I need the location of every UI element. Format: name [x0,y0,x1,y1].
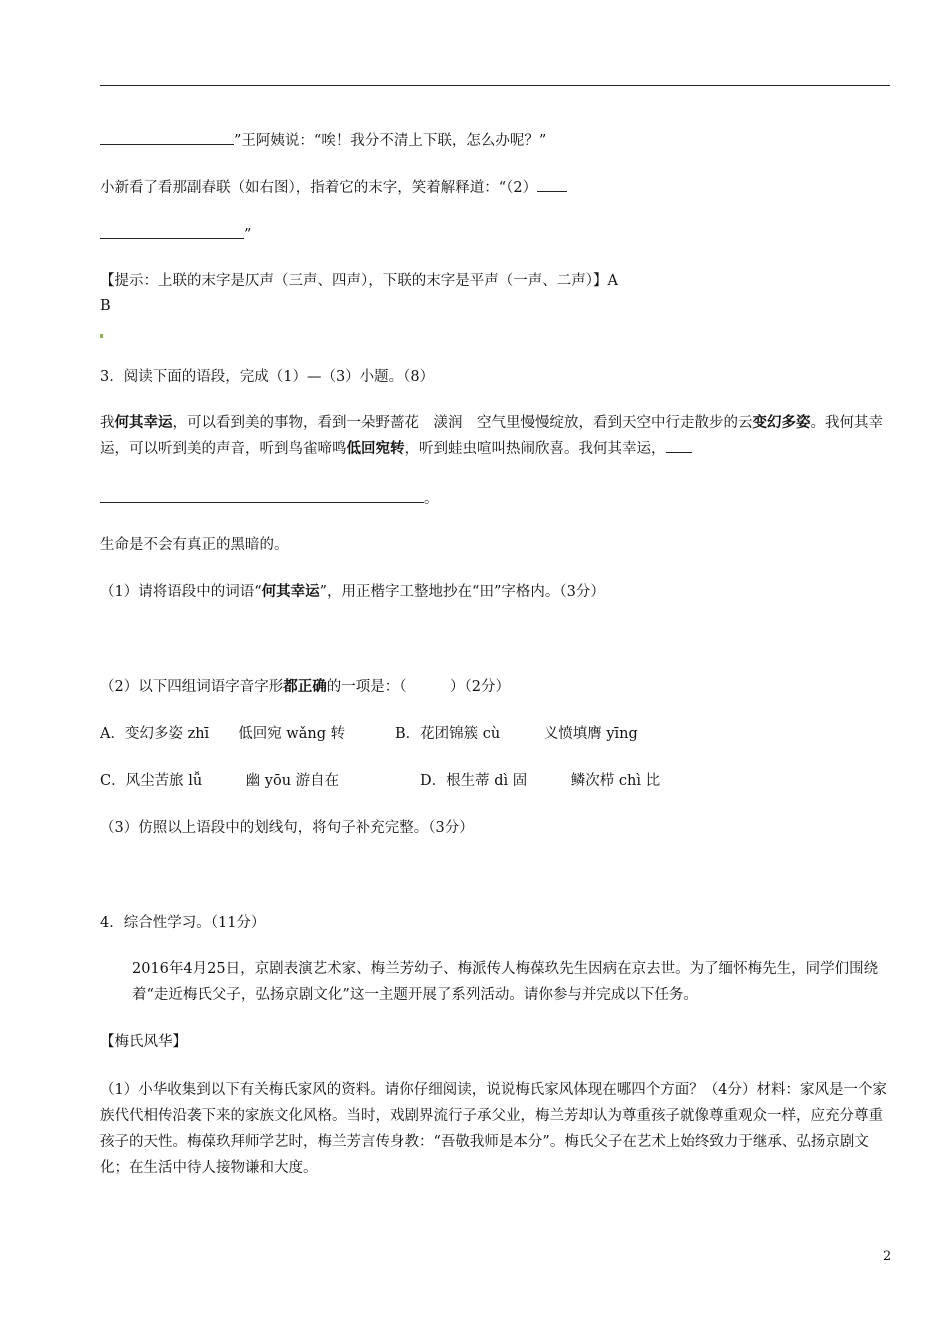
bold-word: 低回宛转 [346,440,405,457]
green-mark [100,334,103,338]
green-marker [100,318,103,338]
q4-sub1: （1）小华收集到以下有关梅氏家风的资料。请你仔细阅读，说说梅氏家风体现在哪四个方面？（4分）材料：家风是一个家族代代相传沿袭下来的家族文化风格。当时，戏剧界流行子承父业，梅兰芳却认为尊重孩子就像尊重观众一样，应充分尊重孩子的天性。梅葆玖拜师学艺时，梅兰芳言传身教：“吾敬我师是本分”。梅氏父子在艺术上始终致力于继承、弘扬京剧文化；在生活中待人接物谦和大度。 [100,1082,887,1176]
underlined-word: 何其幸运 [114,414,173,431]
q4-intro: 2016年4月25日，京剧表演艺术家、梅兰芳幼子、梅派传人梅葆玖先生因病在京去世。为了缅怀梅先生，同学们围绕着“走近梅氏父子，弘扬京剧文化”这一主题开展了系列活动。请你参与并完成以下任务。 [132,961,879,1003]
answer-blank[interactable] [100,488,424,503]
q3-title: 3．阅读下面的语段，完成（1）—（3）小题。（8） [100,369,435,385]
q2-hint: 【提示：上联的末字是仄声（三声、四声），下联的末字是平声（一声、二声）】A [100,273,618,289]
q3-option-c: C．风尘苦旅 lǚ 幽 yōu 游自在 [100,773,340,789]
q3-option-b: B．花团锦簇 cù 义愤填膺 yīng [395,726,638,742]
q3-sub3: （3）仿照以上语段中的划线句，将句子补充完整。（3分） [100,820,474,836]
answer-blank[interactable] [537,177,567,192]
q3-option-a: A．变幻多姿 zhī 低回宛 wǎng 转 [100,726,346,742]
q3-option-d: D．根生蒂 dì 固 鳞次栉 chì 比 [420,773,661,789]
header-rule [100,85,890,86]
q2-line-3: ” [100,224,251,245]
page-number: 2 [883,1249,892,1264]
q4-section-heading: 【梅氏风华】 [100,1034,187,1050]
q4-title: 4．综合性学习。（11分） [100,915,266,931]
q3-sub1: （1）请将语段中的词语“何其幸运”，用正楷字工整地抄在“田”字格内。（3分） [100,583,605,600]
q3-sub2: （2）以下四组词语字音字形都正确的一项是：（ ）（2分） [100,678,510,695]
answer-blank[interactable] [666,438,692,453]
q3-blank-line: 。 [100,488,439,509]
bold-word: 变幻多姿 [752,414,811,431]
q3-closing: 生命是不会有真正的黑暗的。 [100,537,289,553]
answer-blank[interactable] [100,224,244,239]
q2-line-1: ”王阿姨说：“唉！我分不清上下联，怎么办呢？” [100,130,546,151]
answer-blank[interactable] [100,130,234,145]
q2-line-2: 小新看了看那副春联（如右图），指着它的末字，笑着解释道：“（2） [100,177,567,198]
q3-paragraph: 我何其幸运，可以看到美的事物，看到一朵野蔷花 㵪润 空气里慢慢绽放，看到天空中行走散步的云变幻多姿。我何其幸运，可以听到美的声音，听到鸟雀啼鸣低回宛转，听到蛙虫喧叫热闹欣喜。我何其幸运， [100,414,883,457]
q2-hint-b: B [100,298,111,314]
